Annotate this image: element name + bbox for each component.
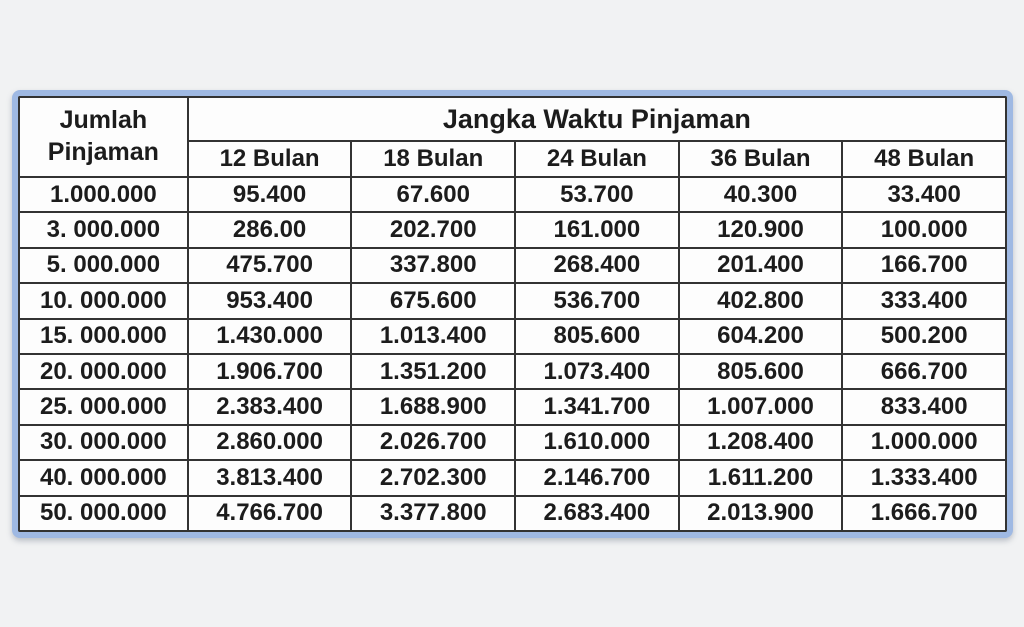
installment-cell: 95.400 xyxy=(188,177,352,212)
loan-amount-cell: 1.000.000 xyxy=(19,177,188,212)
installment-cell: 33.400 xyxy=(842,177,1006,212)
table-row xyxy=(19,496,1006,531)
installment-cell: 2.026.700 xyxy=(351,425,515,460)
column-header-36-bulan: 36 Bulan xyxy=(679,141,843,177)
installment-cell: 1.906.700 xyxy=(188,354,352,389)
installment-cell: 2.013.900 xyxy=(679,496,843,531)
loan-amount-cell: 50. 000.000 xyxy=(19,496,188,531)
corner-header-line2: Pinjaman xyxy=(47,138,159,166)
table-row xyxy=(19,460,1006,495)
installment-cell: 1.430.000 xyxy=(188,319,352,354)
installment-cell: 337.800 xyxy=(351,248,515,283)
installment-cell: 3.377.800 xyxy=(351,496,515,531)
installment-cell: 805.600 xyxy=(515,319,679,354)
installment-cell: 268.400 xyxy=(515,248,679,283)
installment-cell: 953.400 xyxy=(188,283,352,318)
installment-cell: 475.700 xyxy=(188,248,352,283)
installment-cell: 2.860.000 xyxy=(188,425,352,460)
installment-cell: 286.00 xyxy=(188,212,352,247)
loan-amount-cell: 40. 000.000 xyxy=(19,460,188,495)
column-header-18-bulan: 18 Bulan xyxy=(351,141,515,177)
installment-cell: 120.900 xyxy=(679,212,843,247)
installment-cell: 604.200 xyxy=(679,319,843,354)
header-row-group xyxy=(19,97,1006,141)
loan-installment-table xyxy=(18,96,1007,532)
installment-cell: 536.700 xyxy=(515,283,679,318)
installment-cell: 675.600 xyxy=(351,283,515,318)
loan-amount-cell: 15. 000.000 xyxy=(19,319,188,354)
installment-cell: 402.800 xyxy=(679,283,843,318)
installment-cell: 53.700 xyxy=(515,177,679,212)
installment-cell: 1.666.700 xyxy=(842,496,1006,531)
installment-cell: 666.700 xyxy=(842,354,1006,389)
installment-cell: 1.013.400 xyxy=(351,319,515,354)
column-header-48-bulan: 48 Bulan xyxy=(842,141,1006,177)
loan-amount-cell: 20. 000.000 xyxy=(19,354,188,389)
installment-cell: 3.813.400 xyxy=(188,460,352,495)
table-row xyxy=(19,177,1006,212)
installment-cell: 1.333.400 xyxy=(842,460,1006,495)
group-header-jangka-waktu: Jangka Waktu Pinjaman xyxy=(188,97,1006,141)
installment-cell: 333.400 xyxy=(842,283,1006,318)
installment-cell: 100.000 xyxy=(842,212,1006,247)
corner-header-line1: Jumlah xyxy=(59,105,148,134)
loan-amount-cell: 30. 000.000 xyxy=(19,425,188,460)
loan-amount-cell: 25. 000.000 xyxy=(19,389,188,424)
table-row xyxy=(19,283,1006,318)
corner-header-jumlah-pinjaman xyxy=(19,97,188,177)
installment-cell: 1.000.000 xyxy=(842,425,1006,460)
table-row xyxy=(19,354,1006,389)
installment-cell: 805.600 xyxy=(679,354,843,389)
installment-cell: 1.341.700 xyxy=(515,389,679,424)
column-header-12-bulan: 12 Bulan xyxy=(188,141,352,177)
installment-cell: 202.700 xyxy=(351,212,515,247)
column-header-24-bulan: 24 Bulan xyxy=(515,141,679,177)
table-row xyxy=(19,389,1006,424)
installment-cell: 1.208.400 xyxy=(679,425,843,460)
table-frame xyxy=(12,90,1013,538)
installment-cell: 1.007.000 xyxy=(679,389,843,424)
table-row xyxy=(19,425,1006,460)
installment-cell: 2.146.700 xyxy=(515,460,679,495)
loan-amount-cell: 3. 000.000 xyxy=(19,212,188,247)
table-row xyxy=(19,319,1006,354)
table-row xyxy=(19,248,1006,283)
installment-cell: 2.683.400 xyxy=(515,496,679,531)
installment-cell: 1.688.900 xyxy=(351,389,515,424)
installment-cell: 1.611.200 xyxy=(679,460,843,495)
installment-cell: 4.766.700 xyxy=(188,496,352,531)
loan-amount-cell: 10. 000.000 xyxy=(19,283,188,318)
installment-cell: 201.400 xyxy=(679,248,843,283)
installment-cell: 500.200 xyxy=(842,319,1006,354)
installment-cell: 1.351.200 xyxy=(351,354,515,389)
installment-cell: 2.702.300 xyxy=(351,460,515,495)
installment-cell: 2.383.400 xyxy=(188,389,352,424)
installment-cell: 166.700 xyxy=(842,248,1006,283)
installment-cell: 40.300 xyxy=(679,177,843,212)
installment-cell: 1.610.000 xyxy=(515,425,679,460)
installment-cell: 67.600 xyxy=(351,177,515,212)
loan-amount-cell: 5. 000.000 xyxy=(19,248,188,283)
installment-cell: 161.000 xyxy=(515,212,679,247)
installment-cell: 1.073.400 xyxy=(515,354,679,389)
table-row xyxy=(19,212,1006,247)
installment-cell: 833.400 xyxy=(842,389,1006,424)
